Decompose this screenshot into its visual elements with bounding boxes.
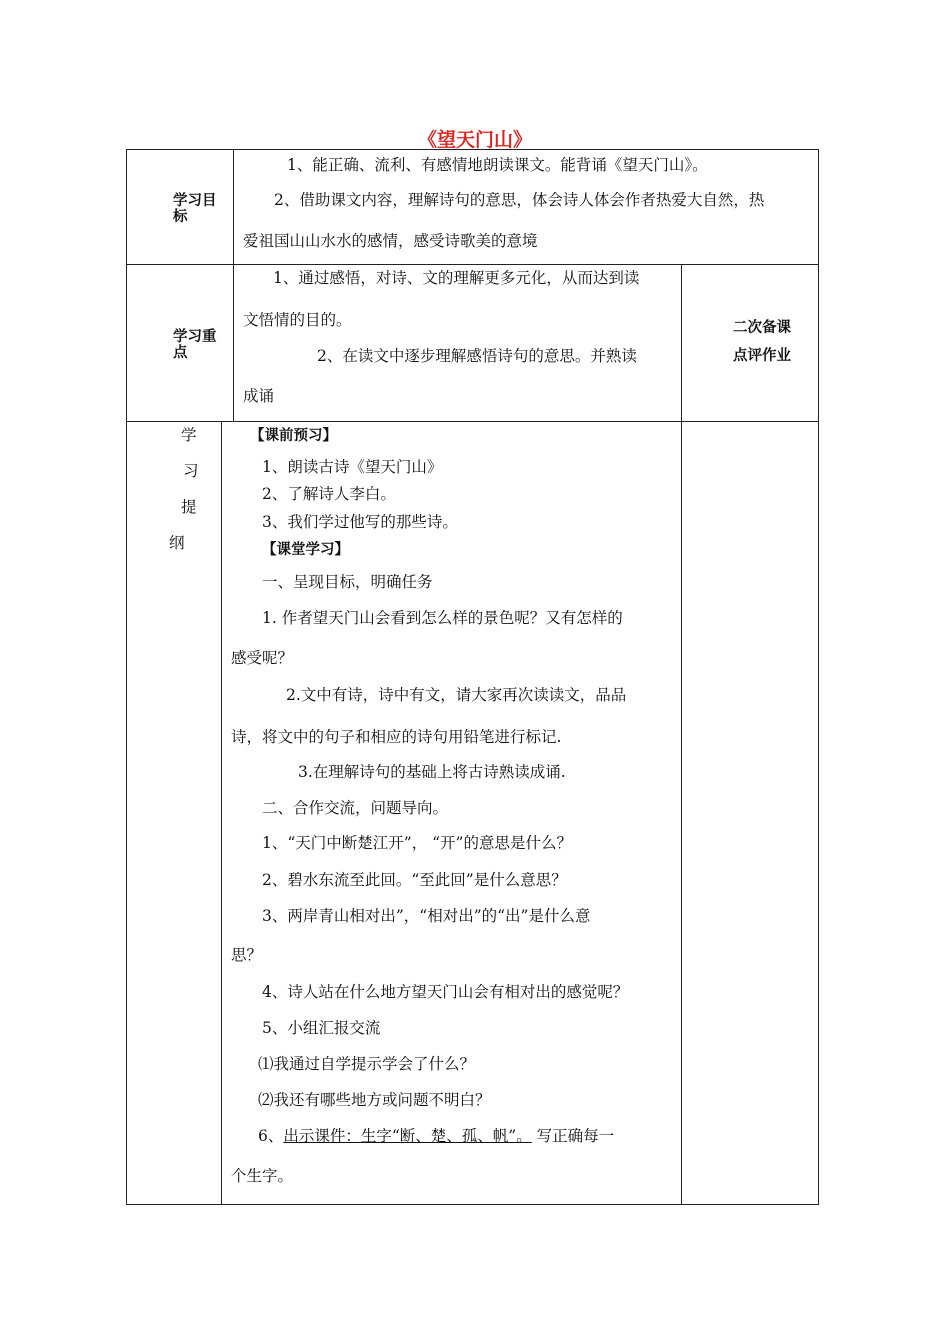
row-divider-2 bbox=[126, 421, 819, 422]
goal-line-2: 2、借助课文内容，理解诗句的意思，体会诗人体会作者热爱大自然，热 bbox=[274, 191, 765, 209]
body-line-15: ⑵我还有哪些地方或问题不明白？ bbox=[258, 1091, 491, 1109]
lesson-table bbox=[126, 149, 819, 1205]
focus-line-3: 2、在读文中逐步理解感悟诗句的意思。并熟读 bbox=[317, 347, 637, 365]
item6-underlined: 出示课件：生字“断、楚、孤、帆”。 bbox=[283, 1127, 532, 1145]
outline-label-char-4: 纲 bbox=[169, 534, 185, 552]
outline-label-char-3: 提 bbox=[181, 498, 197, 516]
goal-line-3: 爱祖国山山水水的感情，感受诗歌美的意境 bbox=[243, 232, 538, 250]
col-divider-label-3 bbox=[221, 421, 222, 1205]
body-line-5: 诗，将文中的句子和相应的诗句用铅笔进行标记. bbox=[231, 728, 562, 746]
page-title: 《望天门山》 bbox=[417, 129, 532, 151]
body-line-2: 1. 作者望天门山会看到怎么样的景色呢？又有怎样的 bbox=[262, 609, 623, 627]
body-line-7: 二、合作交流，问题导向。 bbox=[262, 799, 449, 817]
focus-line-4: 成诵 bbox=[243, 387, 275, 405]
row-divider-1 bbox=[126, 264, 819, 265]
body-line-11: 思？ bbox=[231, 946, 263, 964]
body-line-16 bbox=[258, 1126, 614, 1146]
body-line-3: 感受呢？ bbox=[231, 649, 294, 667]
side-column-header: 二次备课 点评作业 bbox=[733, 320, 791, 364]
focus-label: 学习重 点 bbox=[173, 329, 217, 361]
body-line-9: 2、碧水东流至此回。“至此回”是什么意思？ bbox=[262, 871, 567, 889]
preview-item-3: 3、我们学过他写的那些诗。 bbox=[262, 513, 458, 531]
focus-line-1: 1、通过感悟，对诗、文的理解更多元化，从而达到读 bbox=[273, 269, 640, 287]
preview-header: 【课前预习】 bbox=[250, 428, 337, 444]
body-line-14: ⑴我通过自学提示学会了什么？ bbox=[258, 1055, 476, 1073]
class-header: 【课堂学习】 bbox=[262, 542, 349, 558]
outline-label-char-1: 学 bbox=[181, 426, 197, 444]
goals-label: 学习目 标 bbox=[173, 193, 217, 225]
body-line-8: 1、“天门中断楚江开”， “开”的意思是什么？ bbox=[262, 834, 572, 852]
body-line-1: 一、呈现目标，明确任务 bbox=[262, 573, 433, 591]
body-line-12: 4、诗人站在什么地方望天门山会有相对出的感觉呢？ bbox=[262, 983, 629, 1001]
item6-prefix: 6、 bbox=[258, 1127, 284, 1145]
preview-item-1: 1、朗读古诗《望天门山》 bbox=[262, 458, 443, 476]
body-line-13: 5、小组汇报交流 bbox=[262, 1019, 381, 1037]
preview-item-2: 2、了解诗人李白。 bbox=[262, 485, 396, 503]
col-divider-label-2 bbox=[233, 264, 234, 421]
col-divider-label bbox=[233, 149, 234, 264]
focus-line-2: 文悟情的目的。 bbox=[243, 311, 352, 329]
body-line-4: 2.文中有诗，诗中有文，请大家再次读读文，品品 bbox=[286, 686, 627, 704]
item6-suffix: 写正确每一 bbox=[531, 1127, 615, 1145]
outline-label-char-2: 习 bbox=[183, 462, 199, 480]
body-line-10: 3、两岸青山相对出”，“相对出”的“出”是什么意 bbox=[262, 907, 591, 925]
col-divider-side bbox=[681, 264, 682, 1205]
body-line-17: 个生字。 bbox=[231, 1167, 294, 1185]
goal-line-1: 1、能正确、流利、有感情地朗读课文。能背诵《望天门山》。 bbox=[287, 156, 708, 174]
body-line-6: 3.在理解诗句的基础上将古诗熟读成诵. bbox=[298, 763, 566, 781]
